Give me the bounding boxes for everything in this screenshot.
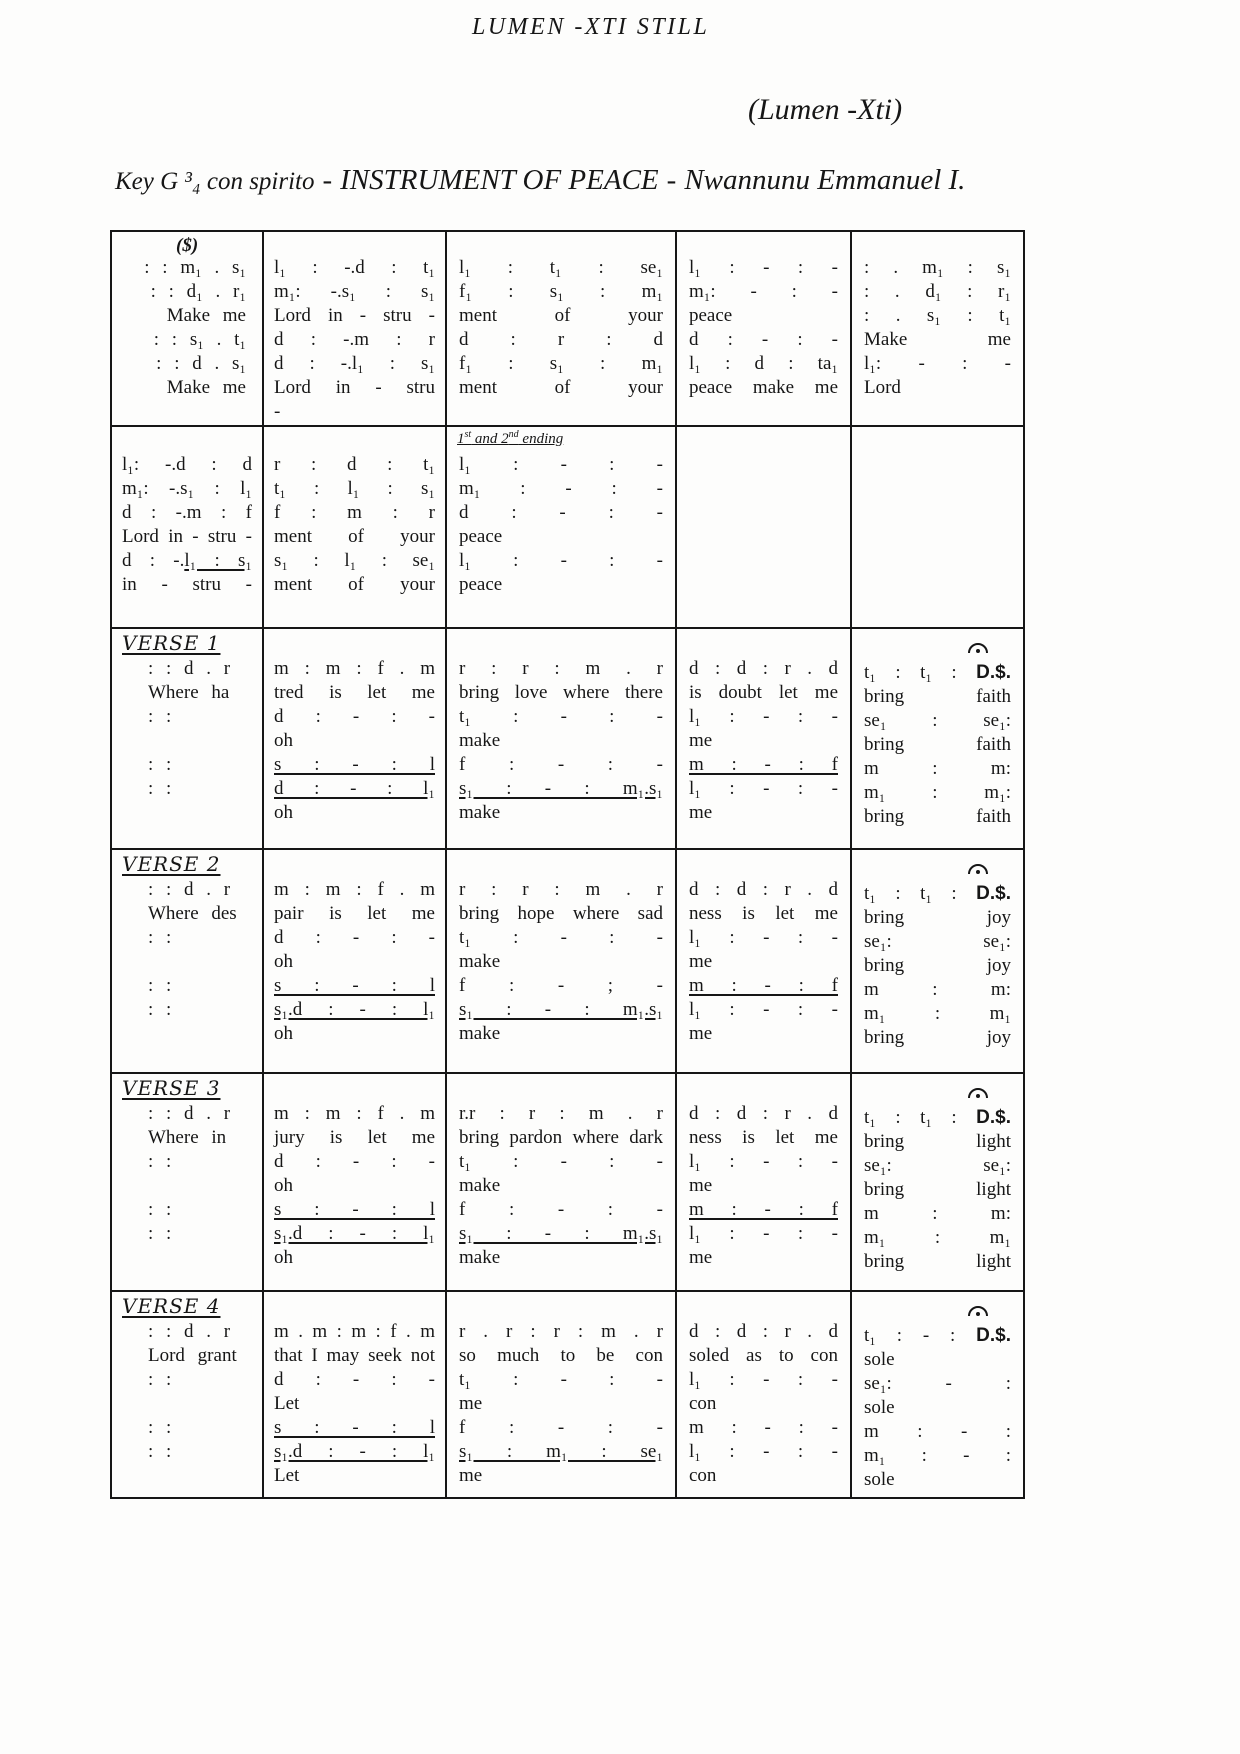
score-line: r : d : t₁ [274, 454, 435, 475]
score-line: : : [148, 927, 172, 948]
measure-cell [447, 1074, 677, 1292]
score-line: d : d : r . d [689, 658, 838, 679]
score-line: : : s₁ . t₁ [153, 329, 246, 350]
score-line: make [459, 730, 501, 751]
score-line: f : - ; - [459, 975, 663, 996]
ending-text: ending [518, 431, 564, 447]
verse-label: VERSE 4 [122, 1294, 221, 1318]
score-line: Where in [148, 1127, 227, 1148]
score-line: d : - : - [274, 706, 435, 727]
measure-cell [677, 427, 852, 629]
underlined-notes: s : - : l [274, 975, 435, 996]
fermata-icon [967, 641, 989, 655]
score-line: f₁ : s₁ : m₁ [459, 353, 663, 374]
blank-line [148, 1174, 252, 1198]
underlined-notes: s : - : l [274, 1417, 435, 1438]
separator: - [322, 164, 333, 196]
score-line: d : - : - [274, 1369, 435, 1390]
segno-mark: ($) [176, 235, 199, 256]
score-line: Lord in - stru - [122, 526, 252, 547]
score-line: r : r : m . r [459, 658, 663, 679]
score-line: l₁ : - : - [689, 1151, 838, 1172]
score-line: me [689, 1175, 713, 1196]
score-line: : : [148, 1199, 172, 1220]
measure-cell [852, 1292, 1025, 1499]
score-line: : : [148, 1417, 172, 1438]
score-line: l₁ : - : - [459, 454, 663, 475]
score-line: l₁ : - : - [689, 706, 838, 727]
score-line: d : r : d [459, 329, 663, 350]
score-line: t₁ : - : - [459, 1369, 663, 1390]
score-line: bring love where there [459, 682, 663, 703]
ending-label [457, 430, 563, 448]
score-line: d : - : - [689, 329, 838, 350]
score-line: : : [148, 975, 172, 996]
score-line: se₁: se₁: [864, 931, 1011, 952]
score-line: m : - : [864, 1421, 1011, 1442]
da-segno-mark: D.$. [976, 662, 1011, 683]
score-line: soled as to con [689, 1345, 838, 1366]
score-line: m . m : m : f . m [274, 1321, 435, 1342]
score-line [689, 974, 838, 998]
score-line: d : d : r . d [689, 1103, 838, 1124]
verse-label: VERSE 1 [122, 631, 221, 655]
score-line: sole [864, 1397, 895, 1418]
underlined-notes: s₁ : - : m₁.s₁ [459, 1223, 663, 1244]
score-line: : : d . r [148, 879, 231, 900]
score-line: m₁: -.s₁ : s₁ [274, 281, 435, 302]
score-line: : : [148, 1369, 172, 1390]
score-line: l₁ : t₁ : se₁ [459, 257, 663, 278]
score-line: : . s₁ : t₁ [864, 305, 1011, 326]
score-line: l₁ : -.d : t₁ [274, 257, 435, 278]
verse-label: VERSE 2 [122, 852, 221, 876]
score-line: r : r : m . r [459, 879, 663, 900]
underlined-notes: s₁.d : - : l₁ [274, 1441, 435, 1462]
score-line: Where ha [148, 682, 230, 703]
score-line: : . d₁ : r₁ [864, 281, 1011, 302]
score-line [459, 1222, 663, 1246]
score-line [459, 777, 663, 801]
da-segno-mark: D.$. [976, 1325, 1011, 1346]
score-line: d : - : - [274, 927, 435, 948]
blank-line [148, 1392, 252, 1416]
measure-cell [677, 232, 852, 427]
score-line: Lord in - stru - [274, 305, 435, 326]
score-line: ment of your [459, 305, 663, 326]
score-line [274, 777, 435, 801]
score-line: : . m₁ : s₁ [864, 257, 1011, 278]
score-line: m₁ : m₁ [864, 1003, 1011, 1024]
score-line: m : m : f . m [274, 879, 435, 900]
score-line: bring pardon where dark [459, 1127, 663, 1148]
score-line: Make me [864, 329, 1011, 350]
score-segment: t₁ : t₁ : [864, 662, 977, 683]
running-title: LUMEN -XTI STILL [472, 14, 710, 40]
score-line: t₁ : - : - [459, 1151, 663, 1172]
underlined-notes: m : - : f [689, 1199, 838, 1220]
score-line: r.r : r : m . r [459, 1103, 663, 1124]
song-title: INSTRUMENT OF PEACE [340, 164, 659, 196]
underlined-notes: d : - : l₁ [274, 778, 435, 799]
score-line: d : - : - [459, 502, 663, 523]
score-line: bring faith [864, 686, 1011, 707]
score-line: bring joy [864, 955, 1011, 976]
score-line: bring faith [864, 806, 1011, 827]
measure-cell [447, 1292, 677, 1499]
source-label: (Lumen -Xti) [748, 93, 903, 126]
score-line: oh [274, 1247, 293, 1268]
underlined-notes: l₁ : s₁ [184, 550, 252, 571]
score-line: ment of your [274, 574, 435, 595]
score-line: pair is let me [274, 903, 435, 924]
score-line: m : m : f . m [274, 658, 435, 679]
underlined-notes: m : - : f [689, 975, 838, 996]
score-line: sole [864, 1469, 895, 1490]
score-line: m₁: - : - [689, 281, 838, 302]
score-line: d : d : r . d [689, 1321, 838, 1342]
score-segment: t₁ : t₁ : [864, 883, 977, 904]
score-line: ment of your [274, 526, 435, 547]
score-line: ment of your [459, 377, 663, 398]
score-line: m : m: [864, 758, 1011, 779]
score-line: so much to be con [459, 1345, 663, 1366]
score-table [110, 230, 1025, 1499]
score-line: me [689, 1247, 713, 1268]
score-line: is doubt let me [689, 682, 838, 703]
measure-cell [112, 232, 264, 427]
measure-cell [677, 1292, 852, 1499]
measure-cell [264, 232, 447, 427]
ending-text: 1 [457, 431, 465, 447]
score-line: l₁ : - : - [689, 778, 838, 799]
verse-label: VERSE 3 [122, 1076, 221, 1100]
measure-cell [677, 850, 852, 1074]
score-line: me [689, 951, 713, 972]
score-line: bring light [864, 1251, 1011, 1272]
score-line: bring joy [864, 1027, 1011, 1048]
measure-cell [677, 629, 852, 850]
score-line: con [689, 1465, 717, 1486]
measure-cell [264, 629, 447, 850]
underlined-notes: s₁ : m₁ : se₁ [459, 1441, 663, 1462]
measure-cell [447, 629, 677, 850]
da-segno-mark: D.$. [976, 883, 1011, 904]
score-line: d : -.m : r [274, 329, 435, 350]
score-line: : : d . r [148, 658, 231, 679]
measure-cell [264, 1074, 447, 1292]
score-line: : : [148, 1223, 172, 1244]
underlined-notes: m : - : f [689, 754, 838, 775]
score-line: m₁ : - : - [459, 478, 663, 499]
score-line: - [274, 401, 281, 422]
score-line [864, 1324, 1011, 1348]
score-line [864, 661, 1011, 685]
score-line: : : [148, 778, 172, 799]
composer-name: Nwannunu Emmanuel I. [684, 164, 966, 196]
underlined-notes: s : - : l [274, 754, 435, 775]
score-line: : : d . r [148, 1321, 231, 1342]
score-segment: t₁ : t₁ : [864, 1107, 977, 1128]
score-line: d : d : r . d [689, 879, 838, 900]
score-line: : : m₁ . s₁ [144, 257, 246, 278]
measure-cell [112, 1292, 264, 1499]
score-line: tred is let me [274, 682, 435, 703]
measure-cell [112, 850, 264, 1074]
score-line: me [689, 1023, 713, 1044]
score-line: peace make me [689, 377, 838, 398]
score-line: l₁ : - : - [689, 257, 838, 278]
score-line: me [689, 730, 713, 751]
score-line: l₁: -.d : d [122, 454, 252, 475]
score-line: Lord grant [148, 1345, 237, 1366]
score-line [459, 998, 663, 1022]
score-line: ness is let me [689, 903, 838, 924]
score-line [459, 1440, 663, 1464]
score-line: bring light [864, 1179, 1011, 1200]
score-line: d : -.l₁ : s₁ [274, 353, 435, 374]
ending-text: nd [508, 429, 519, 440]
score-line [274, 974, 435, 998]
score-line: : : [148, 999, 172, 1020]
score-line: l₁ : - : - [459, 550, 663, 571]
score-line: s₁ : l₁ : se₁ [274, 550, 435, 571]
score-line: m₁ : m₁: [864, 782, 1011, 803]
fermata-icon [967, 862, 989, 876]
score-line: : : [148, 1151, 172, 1172]
score-line: : : [148, 706, 172, 727]
score-line: m₁ : - : [864, 1445, 1011, 1466]
score-line: f : - : - [459, 1199, 663, 1220]
measure-cell [264, 427, 447, 629]
measure-cell [677, 1074, 852, 1292]
score-line [274, 1222, 435, 1246]
score-line: make [459, 1247, 501, 1268]
score-line [274, 1440, 435, 1464]
score-line [689, 753, 838, 777]
score-line: f₁ : s₁ : m₁ [459, 281, 663, 302]
score-line: make [459, 1175, 501, 1196]
score-line: se₁: - : [864, 1373, 1011, 1394]
measure-cell [852, 427, 1025, 629]
score-line: t₁ : - : - [459, 706, 663, 727]
score-line: m : m : f . m [274, 1103, 435, 1124]
score-line: Lord [864, 377, 901, 398]
fermata-icon [967, 1086, 989, 1100]
score-line: f : - : - [459, 1417, 663, 1438]
score-line: : : d₁ . r₁ [150, 281, 246, 302]
score-line: l₁ : - : - [689, 1441, 838, 1462]
score-line: make [459, 951, 501, 972]
score-line: jury is let me [274, 1127, 435, 1148]
score-line: Lord in - stru [274, 377, 435, 398]
score-line: oh [274, 730, 293, 751]
score-line: Make me [166, 305, 246, 326]
score-line: se₁: se₁: [864, 1155, 1011, 1176]
score-line: bring joy [864, 907, 1011, 928]
separator: - [666, 164, 677, 196]
score-line: peace [689, 305, 733, 326]
score-line: t₁ : l₁ : s₁ [274, 478, 435, 499]
underlined-notes: s : - : l [274, 1199, 435, 1220]
measure-cell [852, 629, 1025, 850]
score-line: l₁: - : - [864, 353, 1011, 374]
score-line: that I may seek not [274, 1345, 435, 1366]
measure-cell [112, 1074, 264, 1292]
score-line: : : d . r [148, 1103, 231, 1124]
score-line [274, 1416, 435, 1440]
ending-text: and 2 [471, 431, 509, 447]
score-line [274, 998, 435, 1022]
score-line: peace [459, 574, 503, 595]
score-line: : : [148, 1441, 172, 1462]
score-line: l₁ : - : - [689, 999, 838, 1020]
score-line: m₁ : m₁ [864, 1227, 1011, 1248]
score-line: me [459, 1465, 483, 1486]
score-line: se₁ : se₁: [864, 710, 1011, 731]
score-line: r . r : r : m . r [459, 1321, 663, 1342]
score-line: l₁ : - : - [689, 1223, 838, 1244]
score-line: ness is let me [689, 1127, 838, 1148]
score-line: : : d . s₁ [156, 353, 246, 374]
score-line: Let [274, 1393, 300, 1414]
score-line: l₁ : d : ta₁ [689, 353, 838, 374]
score-line: me [689, 802, 713, 823]
song-heading [115, 162, 965, 200]
underlined-notes: s₁.d : - : l₁ [274, 999, 435, 1020]
measure-cell [264, 1292, 447, 1499]
ending-text: st [464, 429, 472, 440]
score-line [274, 1198, 435, 1222]
score-line: oh [274, 951, 293, 972]
score-line: m : m: [864, 1203, 1011, 1224]
score-line [689, 1198, 838, 1222]
score-line: f : - : - [459, 754, 663, 775]
score-line: con [689, 1393, 717, 1414]
score-line: d : - : - [274, 1151, 435, 1172]
fermata-icon [967, 1304, 989, 1318]
score-line: bring faith [864, 734, 1011, 755]
key-signature: Key G ³₄ con spirito [115, 168, 315, 195]
score-line: m : - : - [689, 1417, 838, 1438]
score-line: me [459, 1393, 483, 1414]
score-segment: t₁ : - : [864, 1325, 977, 1346]
score-segment: d : -. [122, 550, 185, 571]
score-line: in - stru - [122, 574, 252, 595]
score-line: m : m: [864, 979, 1011, 1000]
measure-cell [447, 850, 677, 1074]
blank-line [148, 729, 252, 753]
score-line [122, 549, 252, 573]
score-line: oh [274, 1175, 293, 1196]
score-line [864, 1106, 1011, 1130]
measure-cell [264, 850, 447, 1074]
score-line: d : -.m : f [122, 502, 252, 523]
score-line: Make me [166, 377, 246, 398]
measure-cell [112, 427, 264, 629]
measure-cell [852, 232, 1025, 427]
score-line: make [459, 802, 501, 823]
score-line: oh [274, 1023, 293, 1044]
score-line: sole [864, 1349, 895, 1370]
score-line: bring light [864, 1131, 1011, 1152]
score-line: peace [459, 526, 503, 547]
measure-cell [447, 232, 677, 427]
score-line: l₁ : - : - [689, 927, 838, 948]
score-line [864, 882, 1011, 906]
score-line: f : m : r [274, 502, 435, 523]
underlined-notes: s₁ : - : m₁.s₁ [459, 778, 663, 799]
underlined-notes: s₁.d : - : l₁ [274, 1223, 435, 1244]
blank-line [148, 950, 252, 974]
measure-cell [447, 427, 677, 629]
score-line: Where des [148, 903, 237, 924]
da-segno-mark: D.$. [976, 1107, 1011, 1128]
score-line: Let [274, 1465, 300, 1486]
score-line [274, 753, 435, 777]
measure-cell [852, 1074, 1025, 1292]
score-line: t₁ : - : - [459, 927, 663, 948]
score-line: oh [274, 802, 293, 823]
measure-cell [852, 850, 1025, 1074]
underlined-notes: s₁ : - : m₁.s₁ [459, 999, 663, 1020]
measure-cell [112, 629, 264, 850]
score-line: make [459, 1023, 501, 1044]
score-line: m₁: -.s₁ : l₁ [122, 478, 252, 499]
score-line: : : [148, 754, 172, 775]
score-line: bring hope where sad [459, 903, 663, 924]
score-line: l₁ : - : - [689, 1369, 838, 1390]
